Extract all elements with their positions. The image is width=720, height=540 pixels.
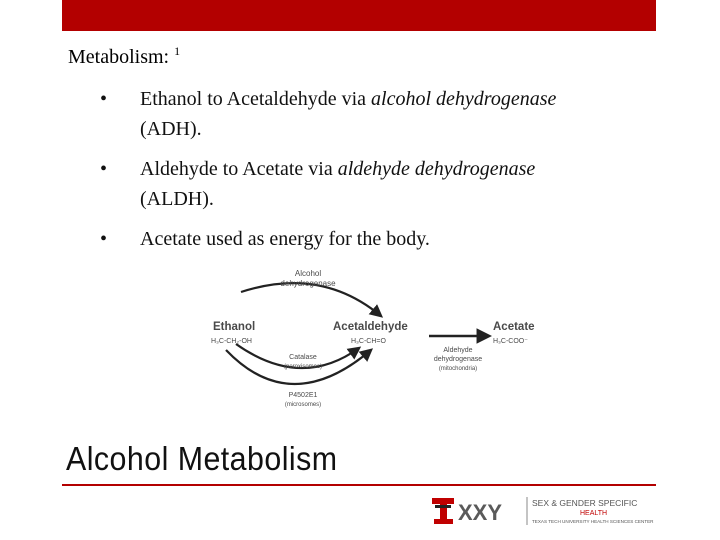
ethanol-formula: H₃C-CH₂-OH (211, 338, 252, 345)
bullet-symbol: • (100, 158, 108, 180)
xxy-mark: XXY (458, 500, 503, 525)
catalase-location: (peroxisomes) (283, 364, 323, 370)
logo-tagline-2: HEALTH (580, 510, 608, 517)
p450-label: P4502E1 (288, 392, 318, 399)
acetate-label: Acetate (493, 321, 535, 333)
logo-tagline-1: SEX & GENDER SPECIFIC (532, 498, 638, 508)
aldh-label-1: Aldehyde (443, 347, 473, 354)
bullet-symbol: • (100, 88, 108, 110)
acetaldehyde-label: Acetaldehyde (333, 321, 408, 333)
bullet-item: • Ethanol to Acetaldehyde via alcohol dehydrogenase (ADH). (100, 84, 660, 144)
title-underline (62, 484, 656, 486)
aldh-label-2: dehydrogenase (433, 356, 483, 363)
adh-label-2: dehydrogenase (280, 279, 336, 288)
acetate-formula: H₃C-COO⁻ (493, 338, 528, 345)
adh-label-1: Alcohol (294, 269, 322, 278)
p450-location: (microsomes) (284, 402, 322, 408)
ttuhsc-sgsh-logo (430, 494, 658, 528)
acetaldehyde-formula: H₃C-CH=O (351, 338, 386, 345)
catalase-label: Catalase (289, 354, 317, 361)
bullet-symbol: • (100, 228, 108, 250)
aldh-location: (mitochondria) (438, 366, 478, 372)
bullet-item: • Aldehyde to Acetate via aldehyde dehydrogenase (ALDH). (100, 154, 660, 214)
top-accent-bar (62, 0, 656, 31)
bullet-list (100, 84, 660, 264)
slide-title: Alcohol Metabolism (66, 440, 338, 477)
ethanol-label: Ethanol (213, 321, 256, 333)
bullet-item: • Acetate used as energy for the body. (100, 224, 660, 254)
slide-heading: Metabolism: $^1$ (68, 44, 181, 68)
logo-tagline-3: TEXAS TECH UNIVERSITY HEALTH SCIENCES CENTER (532, 519, 654, 524)
metabolism-diagram (171, 268, 547, 413)
